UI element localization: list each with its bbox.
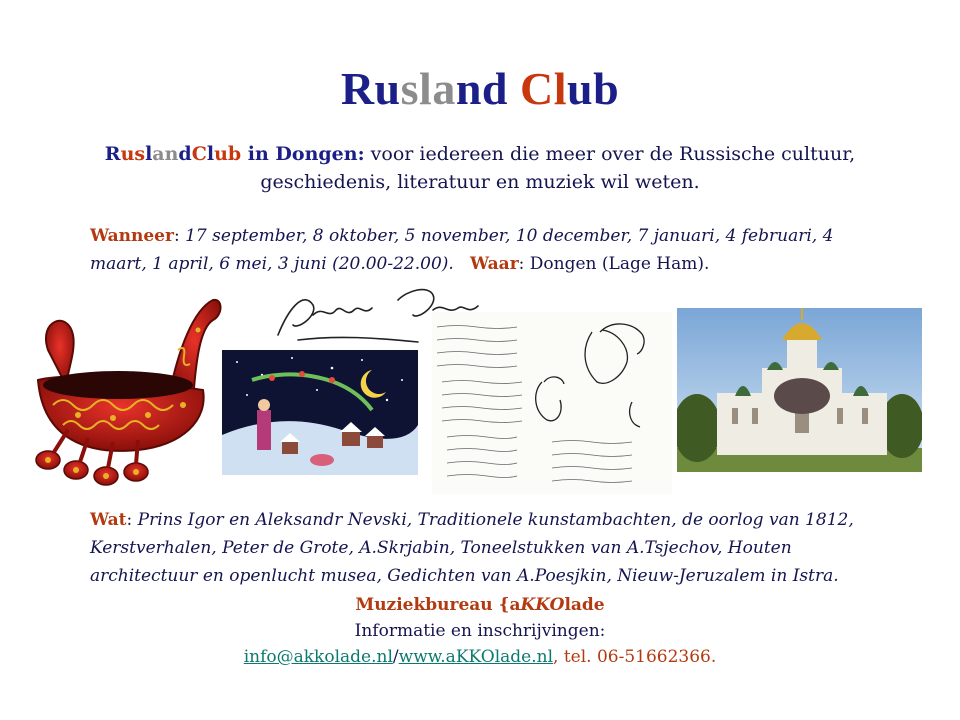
pushkin-manuscript-image (432, 312, 672, 494)
when-sep: : (173, 226, 186, 246)
bureau-name: Muziekbureau {aKKOlade (355, 595, 605, 615)
what-label: Wat (90, 510, 127, 530)
schedule-paragraph (90, 222, 880, 278)
what-items: Prins Igor en Aleksandr Nevski, Traditionele kunstambachten, de oorlog van 1812, Kerstverhalen, Peter de Grote, A.Skrjabin, Toneelstukken van A.Tsjechov, Houten architectuur en openlucht musea, Gedichten van A.Poesjkin, Nieuw-Jeruzalem in Istra. (90, 510, 854, 586)
title-part: Cl (520, 63, 567, 114)
intro-paragraph (60, 140, 900, 196)
phone-number: , tel. 06-51662366. (553, 647, 717, 667)
what-sep: : (126, 510, 138, 530)
email-link[interactable]: info@akkolade.nl (243, 647, 393, 667)
khokhloma-boat-image (18, 290, 223, 490)
where-value: : Dongen (Lage Ham). (518, 254, 710, 274)
club-name: RuslandClub in Dongen: (104, 143, 365, 165)
title-part: Ru (340, 63, 401, 114)
when-dates: 17 september, 8 oktober, 5 november, 10 december, 7 januari, 4 februari, 4 maart, 1 april, 6 mei, 3 juni (20.00-22.00). (90, 226, 834, 274)
title-part: nd (455, 63, 520, 114)
when-label: Wanneer (90, 226, 174, 246)
contact-line (0, 644, 960, 670)
title-part: sla (400, 63, 456, 114)
link-separator: / (392, 647, 399, 667)
title-part: ub (567, 63, 620, 114)
website-link[interactable]: www.aKKOlade.nl (398, 647, 554, 667)
intro-text: voor iedereen die meer over de Russische cultuur, geschiedenis, literatuur en muziek wil weten. (260, 143, 856, 193)
christmas-village-image (222, 350, 418, 475)
info-line: Informatie en inschrijvingen: (354, 621, 606, 641)
where-label-text: Waar (470, 254, 519, 274)
contact-footer (0, 592, 960, 670)
topics-paragraph (90, 506, 880, 590)
page-title (0, 62, 960, 115)
cathedral-image (677, 308, 922, 472)
